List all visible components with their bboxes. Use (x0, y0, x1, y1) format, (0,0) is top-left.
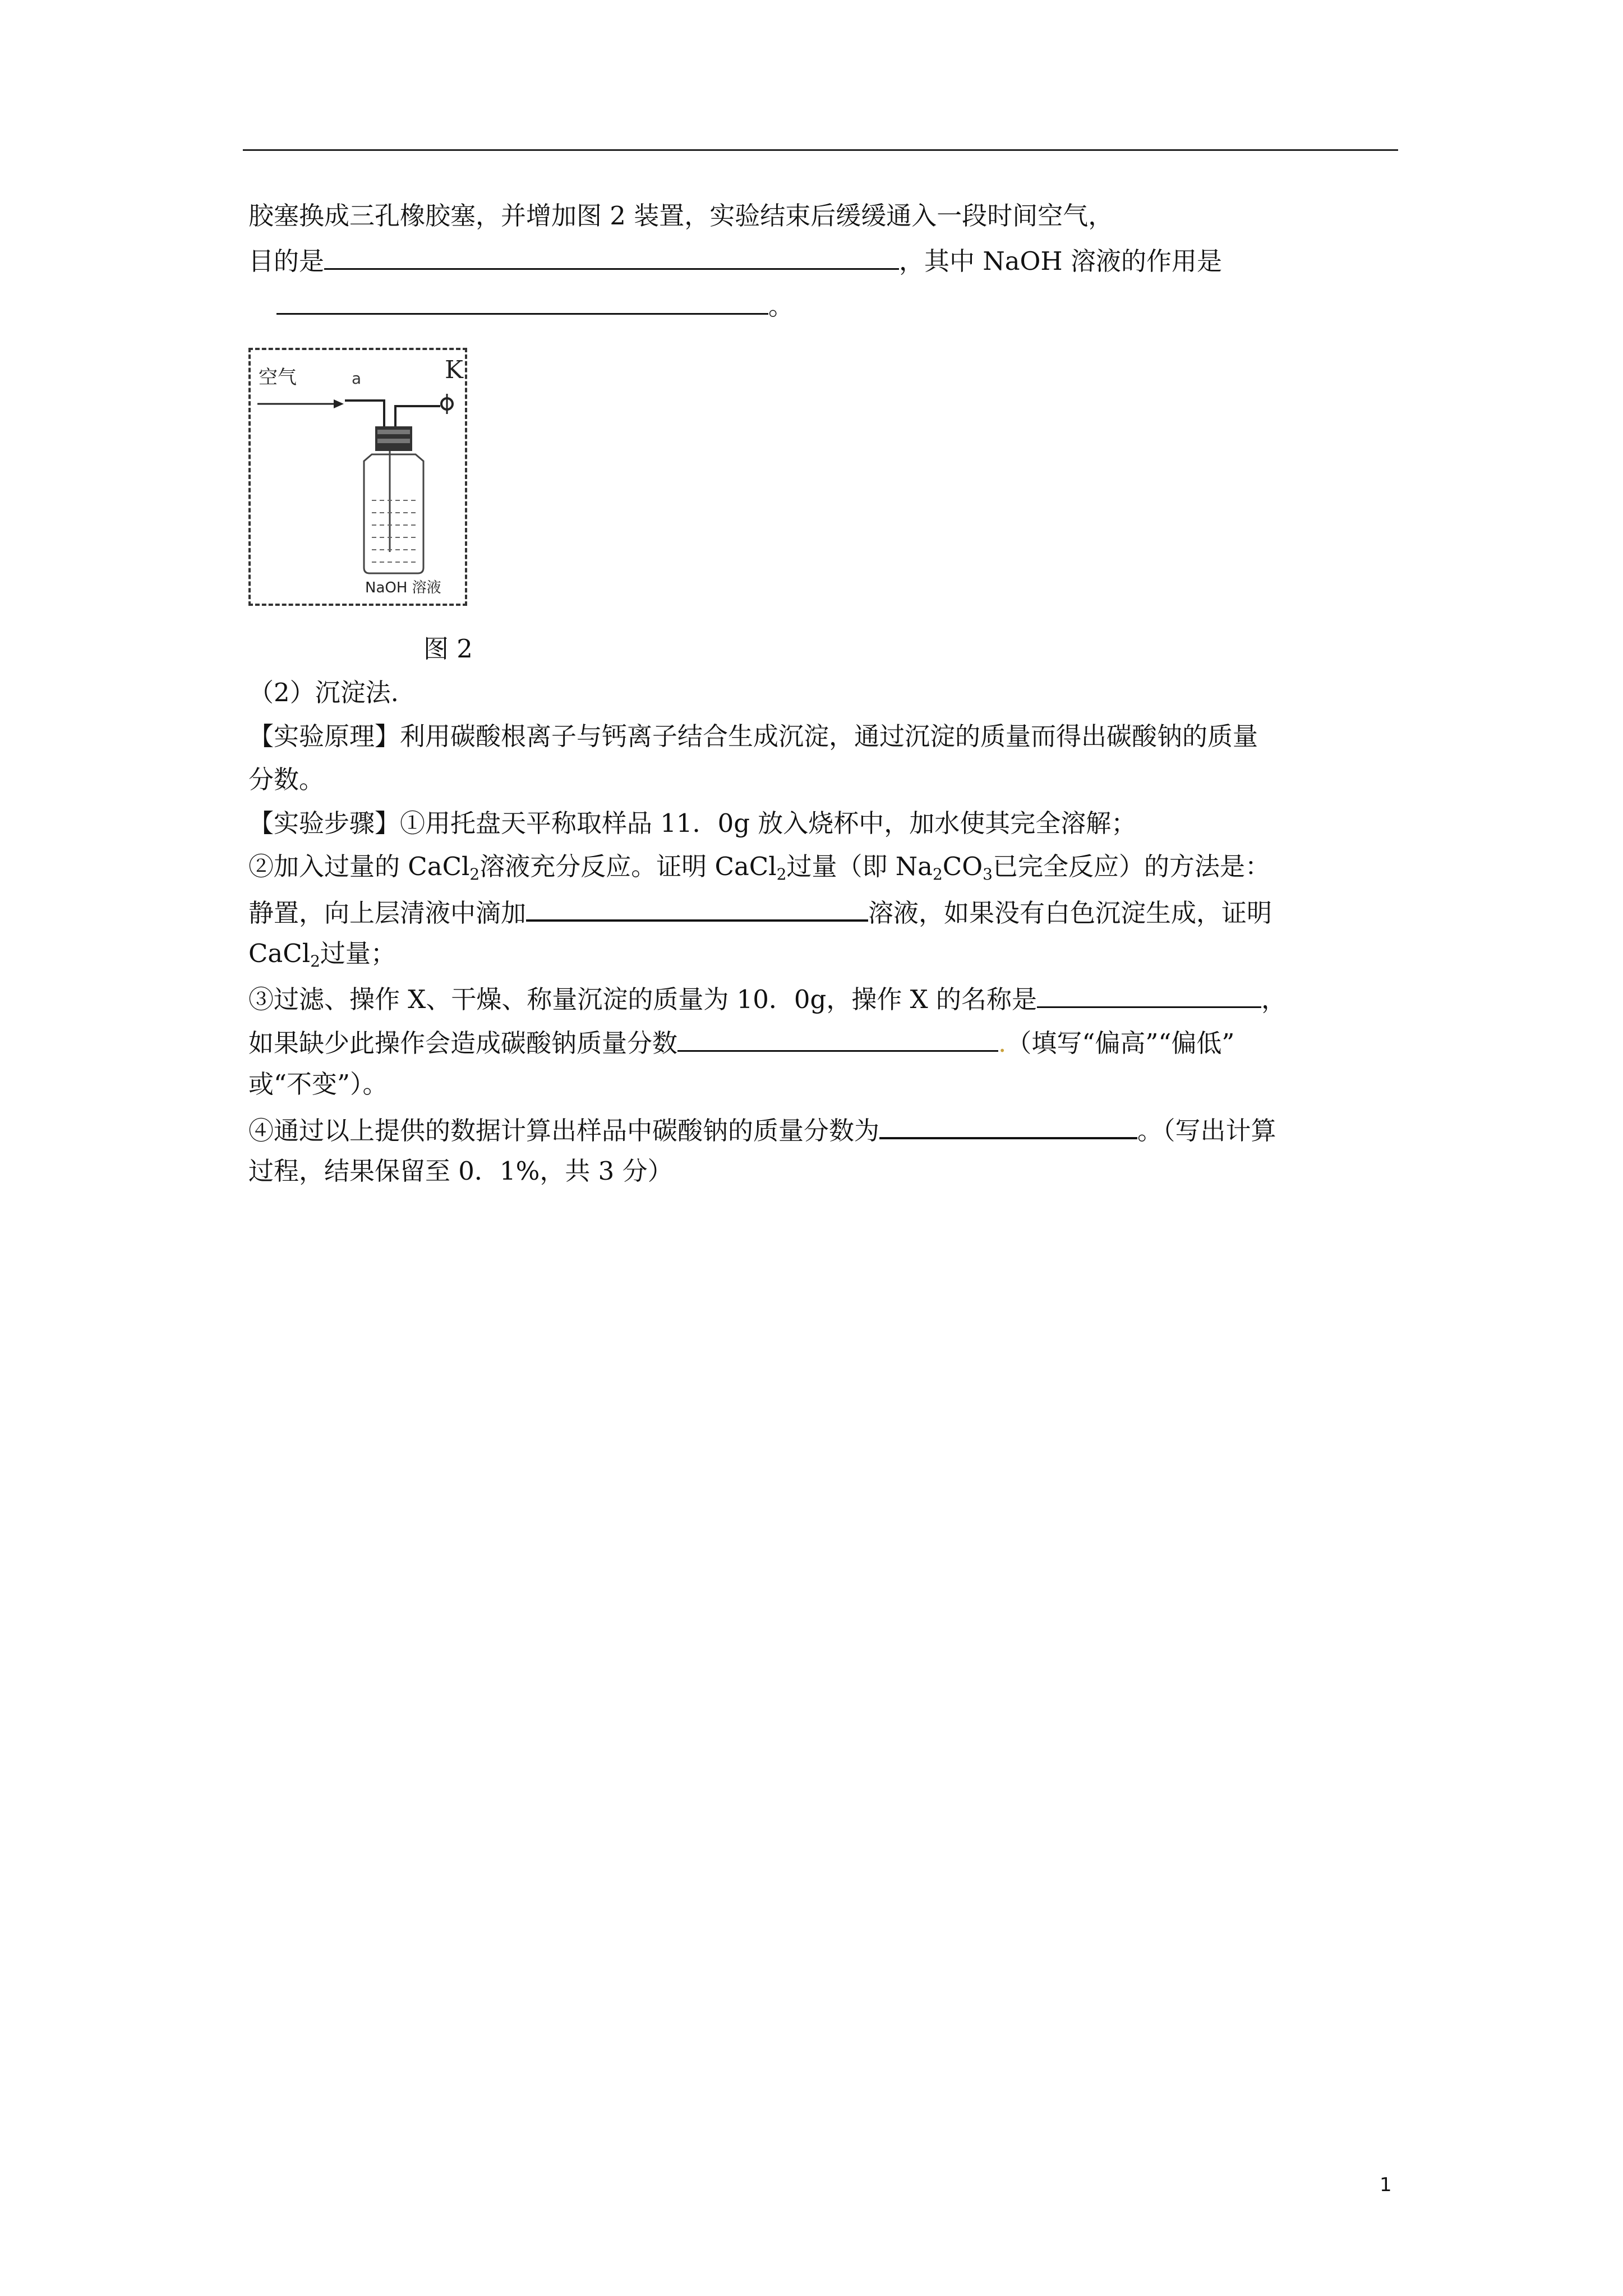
answer-blank-effect[interactable] (677, 1024, 998, 1052)
answer-blank-operation-x[interactable] (1037, 981, 1261, 1008)
answer-blank-purpose[interactable] (324, 242, 899, 270)
figure-caption: 图 2 (423, 634, 473, 664)
step-4-line-1: ④通过以上提供的数据计算出样品中碳酸钠的质量分数为 。（写出计算 (248, 1111, 1276, 1148)
text-line-2: 目的是 ，其中 NaOH 溶液的作用是 (248, 242, 1222, 278)
step-4-line-2: 过程，结果保留至 0．1%，共 3 分） (248, 1156, 673, 1186)
step-1: 【实验步骤】①用托盘天平称取样品 11．0g 放入烧杯中，加水使其完全溶解； (248, 808, 1137, 838)
inlet-tube (345, 401, 384, 429)
annotation-mark: . (998, 1028, 1007, 1058)
principle-line-1: 【实验原理】利用碳酸根离子与钙离子结合生成沉淀，通过沉淀的质量而得出碳酸钠的质量 (248, 721, 1258, 751)
step-3-line-3: 或“不变”）。 (248, 1069, 388, 1099)
label-k: K (445, 356, 463, 384)
step-3-line-1: ③过滤、操作 X、干燥、称量沉淀的质量为 10．0g，操作 X 的名称是 ， (248, 981, 1287, 1016)
step-2-line-3: CaCl$_2$过量； (248, 938, 396, 970)
bottle (364, 454, 423, 573)
answer-blank-mass-fraction[interactable] (879, 1111, 1137, 1139)
step-3-line-2: 如果缺少此操作会造成碳酸钠质量分数 .（填写“偏高”“偏低” (248, 1024, 1234, 1060)
section-2-title: （2）沉淀法. (248, 678, 399, 707)
figure-2-apparatus (248, 348, 467, 606)
principle-line-2: 分数。 (248, 765, 325, 794)
page-number: 1 (1380, 2174, 1392, 2196)
answer-blank-reagent[interactable] (526, 894, 868, 922)
gas-washing-bottle-diagram (251, 350, 465, 604)
step-2-line-1: ②加入过量的 CaCl$_2$溶液充分反应。证明 CaCl$_2$过量（即 $Na_2CO_3$已完全反应）的方法是： (248, 852, 1270, 884)
text-line-3: 。 (276, 287, 794, 323)
label-a: a (352, 369, 362, 388)
answer-blank-naoh-role[interactable] (276, 287, 768, 315)
label-air: 空气 (259, 366, 297, 389)
arrow-head-icon (334, 399, 344, 408)
label-naoh-solution: NaOH 溶液 (365, 579, 441, 596)
header-rule (243, 149, 1398, 151)
outlet-tube (395, 406, 440, 429)
step-2-line-2: 静置，向上层清液中滴加 溶液，如果没有白色沉淀生成，证明 (248, 894, 1272, 930)
text-line-1: 胶塞换成三孔橡胶塞，并增加图 2 装置，实验结束后缓缓通入一段时间空气， (248, 201, 1114, 231)
